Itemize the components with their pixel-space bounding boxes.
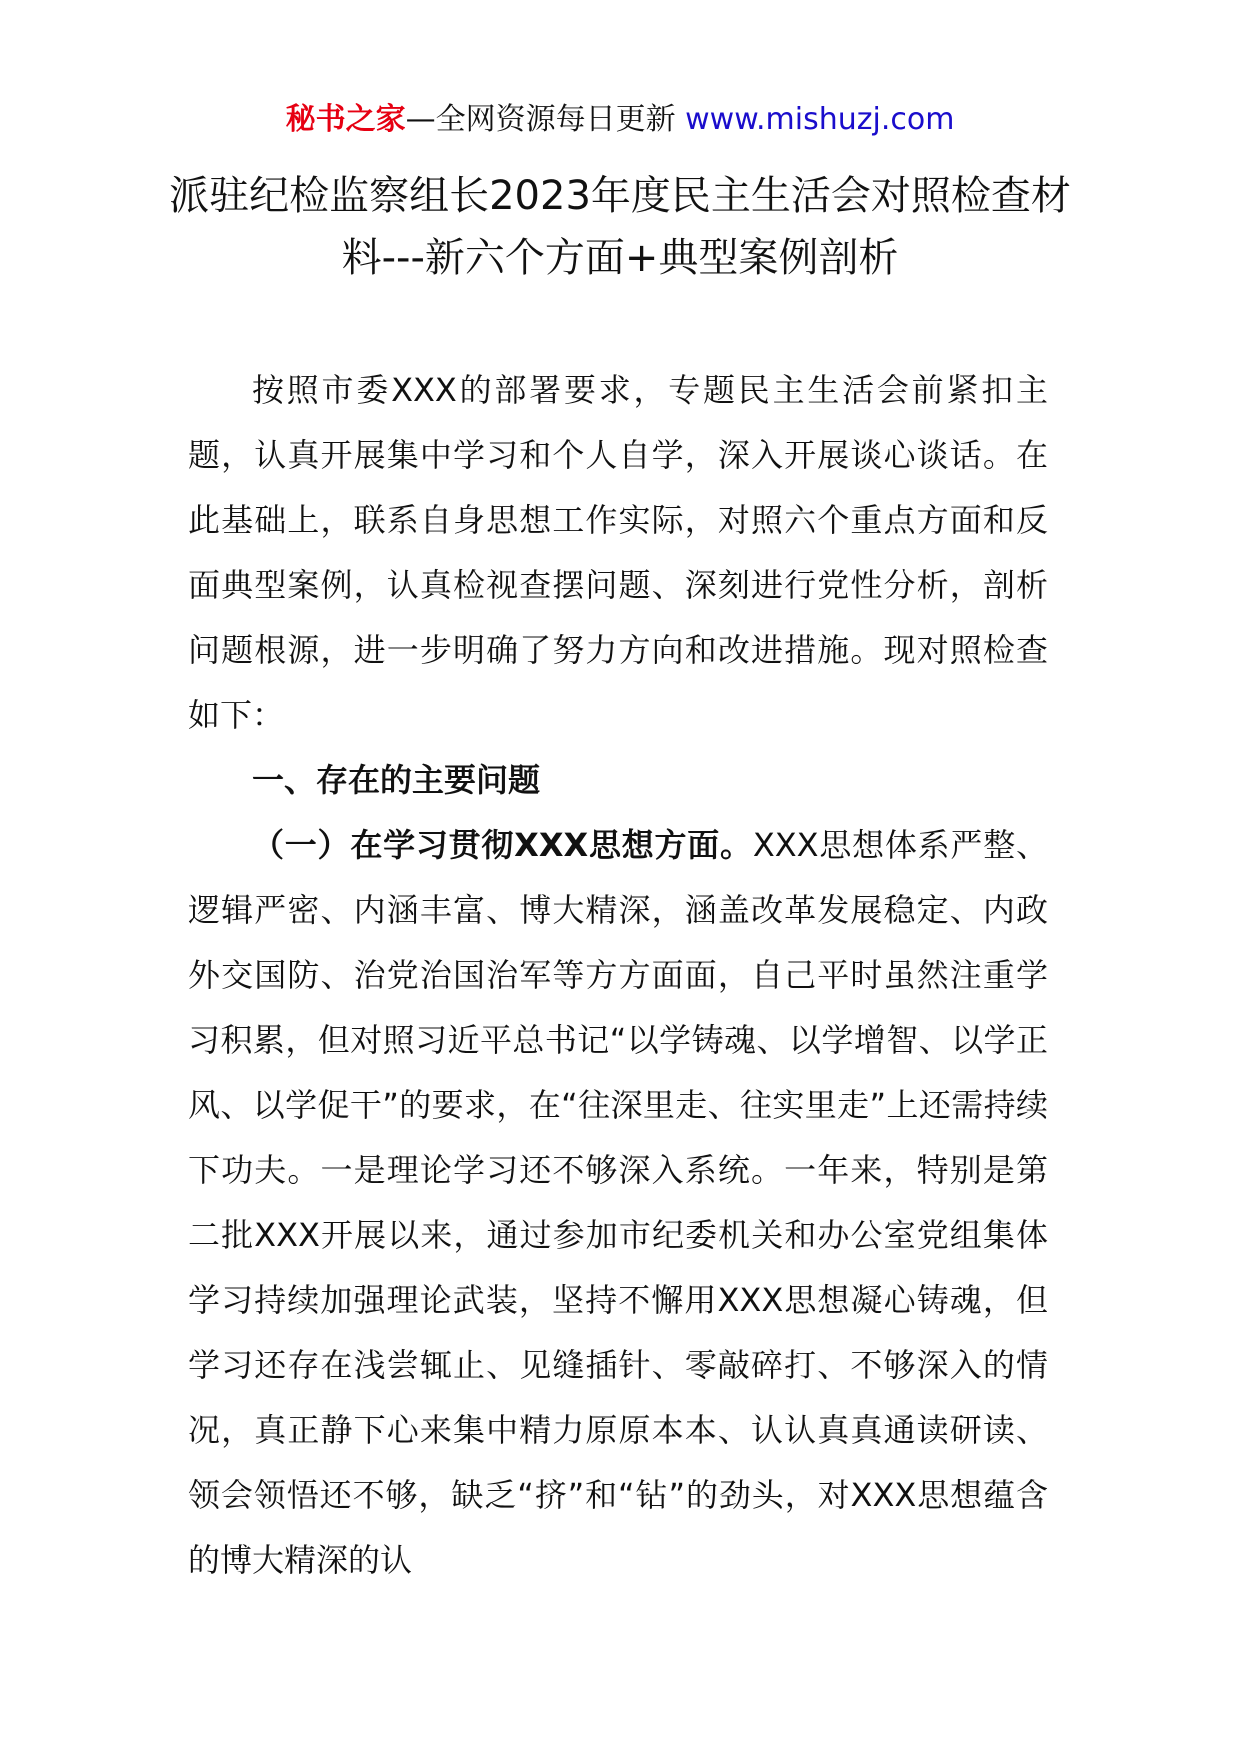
intro-paragraph: 按照市委XXX的部署要求，专题民主生活会前紧扣主题，认真开展集中学习和个人自学，深入开展谈心谈话。在此基础上，联系自身思想工作实际，对照六个重点方面和反面典型案例，认真检视查摆问题、深刻进行党性分析，剖析问题根源，进一步明确了努力方向和改进措施。现对照检查如下： [188,371,1048,734]
subsection-heading: （一）在学习贯彻XXX思想方面。 [252,826,753,864]
document-title: 派驻纪检监察组长2023年度民主生活会对照检查材料---新六个方面+典型案例剖析 [169,173,1071,281]
site-url-link[interactable]: www.mishuzj.com [685,102,955,137]
subsection-body: XXX思想体系严整、逻辑严密、内涵丰富、博大精深，涵盖改革发展稳定、内政外交国防、治党治国治军等方方面面，自己平时虽然注重学习积累，但对照习近平总书记“以学铸魂、以学增智、以学正风、以学促干”的要求，在“往深里走、往实里走”上还需持续下功夫。一是理论学习还不够深入系统。一年来，特别是第二批XXX开展以来，通过参加市纪委机关和办公室党组集体学习持续加强理论武装，坚持不懈用XXX思想凝心铸魂，但学习还存在浅尝辄止、见缝插针、零敲碎打、不够深入的情况，真正静下心来集中精力原原本本、认认真真通读研读、领会领悟还不够，缺乏“挤”和“钻”的劲头，对XXX思想蕴含的博大精深的认 [188,826,1048,1579]
subsection-paragraph [188,813,1048,1593]
brand-name: 秘书之家 [285,102,406,137]
section-heading: 一、存在的主要问题 [252,761,541,799]
document-body [188,358,1048,1593]
header-tagline: —全网资源每日更新 [405,102,686,137]
site-header [0,100,1240,140]
